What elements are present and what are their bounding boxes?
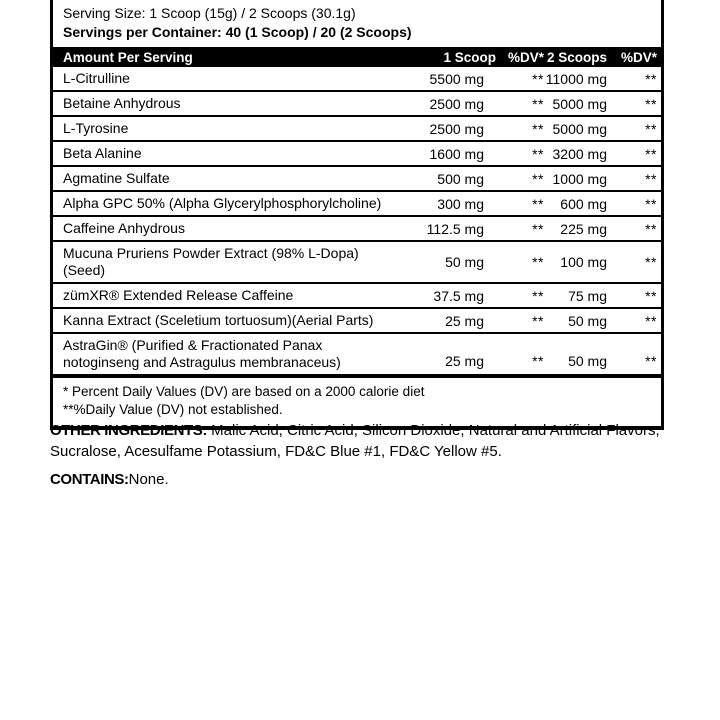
amount-2-scoops: 1000 mg [552, 170, 607, 187]
amount-1-scoop: 37.5 mg [433, 287, 484, 304]
other-ingredients-paragraph [50, 420, 662, 462]
contains-paragraph [50, 469, 662, 490]
dv-1-scoop: ** [532, 120, 544, 137]
amount-2-scoops: 50 mg [568, 312, 607, 329]
amount-2-scoops: 3200 mg [552, 145, 607, 162]
dv-1-scoop: ** [532, 220, 544, 237]
dv-1-scoop: ** [532, 195, 544, 212]
ingredient-row [53, 334, 661, 378]
ingredient-row [53, 284, 661, 309]
serving-size-text: Serving Size: 1 Scoop (15g) / 2 Scoops (30.1g) [63, 5, 356, 21]
dv-2-scoops: ** [645, 287, 657, 304]
amount-1-scoop: 300 mg [437, 195, 484, 212]
dv-2-scoops: ** [645, 145, 657, 162]
ingredient-name: Agmatine Sulfate [63, 170, 170, 186]
ingredient-name: Caffeine Anhydrous [63, 220, 185, 236]
ingredient-name: zümXR® Extended Release Caffeine [63, 287, 294, 303]
column-header-dv1: %DV* [507, 49, 544, 65]
dv-1-scoop: ** [532, 312, 544, 329]
dv-2-scoops: ** [645, 220, 657, 237]
amount-2-scoops: 100 mg [560, 254, 607, 270]
amount-1-scoop: 25 mg [445, 353, 484, 369]
column-header-2-scoops: 2 Scoops [546, 49, 607, 65]
dv-not-established-footnote: **%Daily Value (DV) not established. [63, 402, 283, 417]
amount-1-scoop: 2500 mg [429, 120, 484, 137]
ingredient-name: Beta Alanine [63, 145, 142, 161]
contains-label: CONTAINS: [50, 471, 129, 488]
ingredient-name: L-Tyrosine [63, 120, 129, 136]
amount-1-scoop: 500 mg [437, 170, 484, 187]
ingredient-row [53, 142, 661, 167]
ingredient-name: AstraGin® (Purified & Fractionated Panax notoginseng and Astragulus membranaceus) [63, 337, 341, 370]
ingredient-row [53, 92, 661, 117]
dv-1-scoop: ** [532, 70, 544, 87]
amount-1-scoop: 1600 mg [429, 145, 484, 162]
dv-1-scoop: ** [532, 287, 544, 304]
servings-per-container-text: Servings per Container: 40 (1 Scoop) / 20 (2 Scoops) [63, 24, 412, 40]
amount-per-serving-header-bar [53, 47, 661, 67]
amount-per-serving-label: Amount Per Serving [63, 49, 193, 65]
dv-1-scoop: ** [532, 145, 544, 162]
ingredient-name: Kanna Extract (Sceletium tortuosum)(Aerial Parts) [63, 312, 374, 328]
ingredient-row [53, 167, 661, 192]
amount-1-scoop: 50 mg [445, 254, 484, 270]
ingredient-row [53, 192, 661, 217]
dv-2-scoops: ** [645, 170, 657, 187]
dv-1-scoop: ** [532, 170, 544, 187]
ingredient-row [53, 242, 661, 284]
supplement-facts-panel [50, 0, 664, 430]
footnotes-section [53, 378, 661, 426]
ingredient-name: L-Citrulline [63, 70, 130, 86]
ingredient-name: Alpha GPC 50% (Alpha Glycerylphosphorylcholine) [63, 195, 382, 211]
amount-2-scoops: 75 mg [568, 287, 607, 304]
amount-2-scoops: 11000 mg [545, 70, 607, 87]
other-ingredients-label: OTHER INGREDIENTS: [50, 422, 207, 439]
dv-1-scoop: ** [532, 95, 544, 112]
dv-2-scoops: ** [645, 70, 657, 87]
contains-text: None. [128, 471, 169, 488]
amount-2-scoops: 225 mg [560, 220, 607, 237]
ingredient-name: Betaine Anhydrous [63, 95, 181, 111]
ingredient-row [53, 117, 661, 142]
amount-2-scoops: 600 mg [560, 195, 607, 212]
dv-2-scoops: ** [645, 120, 657, 137]
ingredient-row [53, 67, 661, 92]
dv-1-scoop: ** [532, 353, 544, 369]
dv-2-scoops: ** [645, 95, 657, 112]
ingredient-name: Mucuna Pruriens Powder Extract (98% L-Dopa)(Seed) [63, 245, 359, 278]
amount-1-scoop: 2500 mg [429, 95, 484, 112]
other-ingredients-text: Malic Acid, Citric Acid, Silicon Dioxide, Natural and Artificial Flavors, Sucralose, Acesulfame Potassium, FD&C Blue #1, FD&C Yellow #5. [50, 422, 660, 460]
dv-2-scoops: ** [645, 254, 657, 270]
dv-1-scoop: ** [532, 254, 544, 270]
ingredient-row [53, 309, 661, 334]
serving-info-section [53, 0, 661, 47]
amount-2-scoops: 5000 mg [552, 120, 607, 137]
column-header-1-scoop: 1 Scoop [443, 49, 496, 65]
amount-1-scoop: 5500 mg [429, 70, 484, 87]
dv-2-scoops: ** [645, 195, 657, 212]
ingredient-row [53, 217, 661, 242]
amount-2-scoops: 5000 mg [552, 95, 607, 112]
amount-1-scoop: 112.5 mg [426, 220, 484, 237]
dv-footnote: * Percent Daily Values (DV) are based on a 2000 calorie diet [63, 384, 425, 399]
amount-1-scoop: 25 mg [445, 312, 484, 329]
dv-2-scoops: ** [645, 353, 657, 369]
amount-2-scoops: 50 mg [568, 353, 607, 369]
column-header-dv2: %DV* [620, 49, 657, 65]
dv-2-scoops: ** [645, 312, 657, 329]
